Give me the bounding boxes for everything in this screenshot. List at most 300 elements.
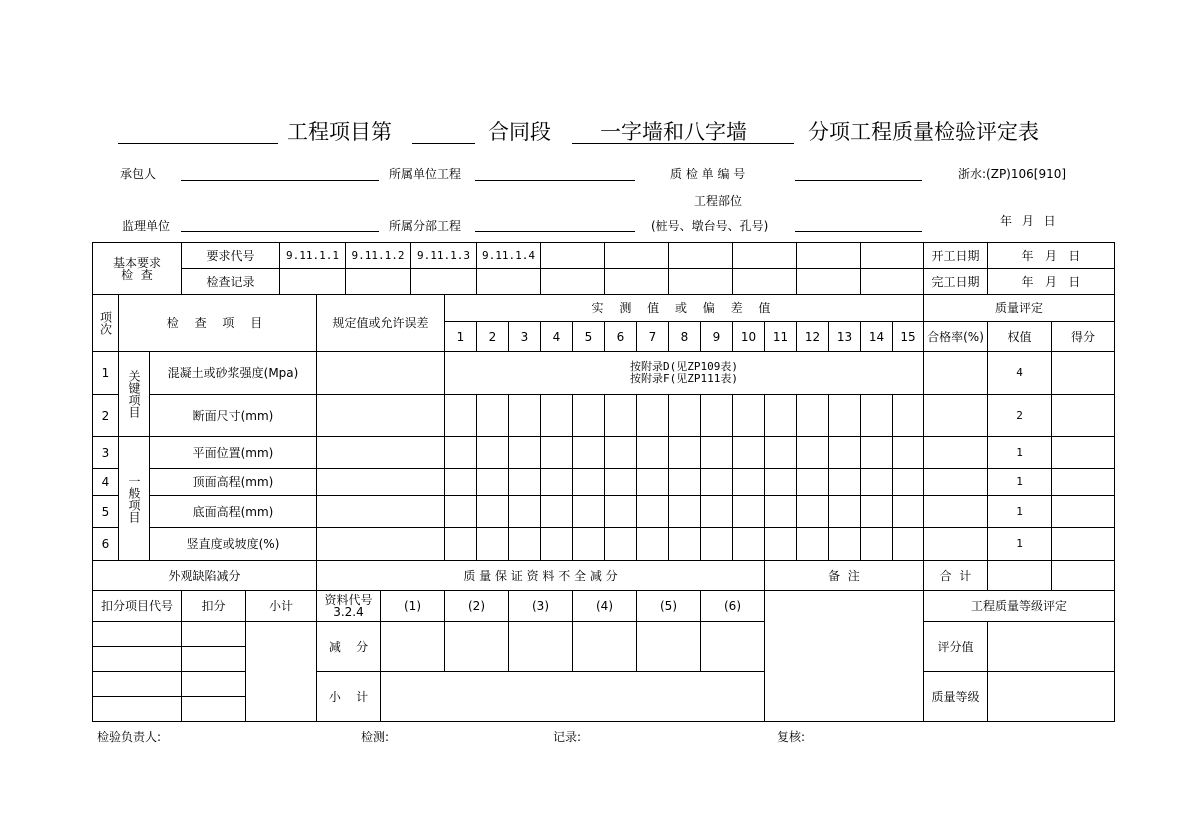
measure-column-number-text: 11 bbox=[772, 329, 789, 344]
measure-cell[interactable] bbox=[668, 436, 701, 469]
total-cell[interactable] bbox=[1051, 560, 1115, 591]
material-header-text: (6) bbox=[724, 599, 741, 613]
measure-column-number-text: 3 bbox=[520, 329, 529, 344]
spec-value-field[interactable] bbox=[316, 351, 445, 395]
row-item bbox=[149, 351, 317, 395]
measure-column-number bbox=[828, 321, 861, 352]
measure-column-number-text: 10 bbox=[740, 329, 757, 344]
row-number bbox=[92, 468, 119, 496]
material-deduct-cell[interactable] bbox=[700, 621, 765, 672]
weight-cell bbox=[987, 436, 1052, 469]
weight-cell-text: 4 bbox=[1016, 366, 1023, 379]
start-date-label-text: 开工日期 bbox=[931, 248, 980, 263]
weight-cell-text: 1 bbox=[1016, 445, 1023, 459]
measure-cell[interactable] bbox=[796, 468, 829, 496]
measure-cell[interactable] bbox=[860, 394, 893, 437]
material-header bbox=[572, 590, 637, 622]
measure-column-number bbox=[700, 321, 733, 352]
record-label: 记录: bbox=[553, 730, 582, 744]
requirement-code-cell[interactable] bbox=[604, 242, 669, 269]
measure-cell[interactable] bbox=[444, 527, 477, 561]
measure-column-number-text: 15 bbox=[900, 329, 916, 344]
spec-value-field[interactable] bbox=[316, 495, 445, 528]
measure-cell[interactable] bbox=[668, 394, 701, 437]
spec-value-field[interactable] bbox=[316, 468, 445, 496]
measure-column-number bbox=[796, 321, 829, 352]
measure-cell[interactable] bbox=[508, 527, 541, 561]
measure-cell[interactable] bbox=[828, 436, 861, 469]
total-label bbox=[923, 560, 988, 591]
remarks-header bbox=[764, 560, 924, 591]
inspection-record-cell[interactable] bbox=[540, 268, 605, 295]
spec-value-field[interactable] bbox=[316, 436, 445, 469]
subtotal-header bbox=[245, 590, 317, 622]
row-number-text: 2 bbox=[101, 408, 110, 423]
deduct-cell[interactable] bbox=[181, 646, 246, 672]
deduct-cell[interactable] bbox=[181, 621, 246, 647]
inspection-record-cell[interactable] bbox=[345, 268, 411, 295]
row-number-text: 3 bbox=[101, 445, 110, 460]
weight-cell bbox=[987, 527, 1052, 561]
start-date-field-text: 年 月 日 bbox=[1021, 248, 1081, 263]
deduct-cell[interactable] bbox=[181, 671, 246, 697]
measure-cell[interactable] bbox=[732, 394, 765, 437]
score-cell[interactable] bbox=[1051, 351, 1115, 395]
inspection-record-cell[interactable] bbox=[476, 268, 541, 295]
contractor-label: 承包人 bbox=[120, 167, 157, 181]
contractor-field[interactable] bbox=[181, 180, 379, 181]
contract-no-blank[interactable] bbox=[412, 143, 475, 144]
inspection-record-cell[interactable] bbox=[732, 268, 797, 295]
inspection-no-field[interactable] bbox=[795, 180, 922, 181]
inspection-record-cell[interactable] bbox=[796, 268, 861, 295]
measure-cell[interactable] bbox=[508, 468, 541, 496]
row-number-text: 5 bbox=[101, 504, 110, 519]
material-header bbox=[700, 590, 765, 622]
row-item-text: 竖直度或坡度(%) bbox=[186, 537, 280, 551]
measure-cell[interactable] bbox=[892, 436, 924, 469]
deduct-cell[interactable] bbox=[181, 696, 246, 722]
deduct-code-header-text: 扣分项目代号 bbox=[100, 599, 173, 613]
appendix-note-text: 按附录D(见ZP109表) 按附录F(见ZP111表) bbox=[630, 360, 738, 385]
row-number bbox=[92, 394, 119, 437]
inspection-no-label: 质 检 单 编 号 bbox=[670, 167, 746, 181]
measure-cell[interactable] bbox=[700, 436, 733, 469]
deduct-code-cell[interactable] bbox=[92, 696, 182, 722]
measure-cell[interactable] bbox=[636, 527, 669, 561]
measure-cell[interactable] bbox=[764, 468, 797, 496]
score-value-field[interactable] bbox=[987, 621, 1115, 672]
weight-cell-text: 1 bbox=[1016, 537, 1023, 550]
row-item bbox=[149, 468, 317, 496]
measure-cell[interactable] bbox=[476, 468, 509, 496]
material-header bbox=[380, 590, 445, 622]
deduct-code-cell[interactable] bbox=[92, 621, 182, 647]
material-header bbox=[636, 590, 701, 622]
measure-column-number bbox=[444, 321, 477, 352]
requirement-code-cell bbox=[279, 242, 346, 269]
measure-column-number-text: 12 bbox=[804, 329, 821, 344]
measure-column-number bbox=[892, 321, 924, 352]
location-detail-label: (桩号、墩台号、孔号) bbox=[651, 219, 769, 233]
score-cell[interactable] bbox=[1051, 436, 1115, 469]
supervisor-label: 监理单位 bbox=[122, 219, 171, 233]
material-header-text: (5) bbox=[660, 599, 677, 613]
measure-cell[interactable] bbox=[668, 468, 701, 496]
measure-cell[interactable] bbox=[476, 436, 509, 469]
assurance-deduction-header-text: 质 量 保 证 资 料 不 全 减 分 bbox=[463, 568, 618, 583]
measure-cell[interactable] bbox=[476, 495, 509, 528]
title-part1: 工程项目第 bbox=[287, 120, 392, 144]
measure-cell[interactable] bbox=[828, 468, 861, 496]
material-deduct-cell[interactable] bbox=[636, 621, 701, 672]
title-wall: 一字墙和八字墙 bbox=[600, 120, 747, 144]
score-header bbox=[1051, 321, 1115, 352]
start-date-label bbox=[923, 242, 988, 269]
measure-cell[interactable] bbox=[572, 495, 605, 528]
spec-header bbox=[316, 294, 445, 352]
pass-rate-header-text: 合格率(%) bbox=[927, 329, 984, 344]
weight-cell-text: 1 bbox=[1016, 504, 1023, 518]
appendix-note bbox=[444, 351, 924, 395]
score-cell[interactable] bbox=[1051, 495, 1115, 528]
measure-cell[interactable] bbox=[572, 394, 605, 437]
assurance-subtotal-cell[interactable] bbox=[380, 671, 765, 722]
measure-column-number-text: 2 bbox=[488, 329, 497, 344]
assurance-subtotal-label-text: 小 计 bbox=[328, 689, 369, 704]
measure-cell[interactable] bbox=[860, 527, 893, 561]
measure-cell[interactable] bbox=[572, 436, 605, 469]
measure-column-number-text: 4 bbox=[552, 329, 561, 344]
reduce-label-text: 减 分 bbox=[328, 639, 369, 654]
inspection-record-label-text: 检查记录 bbox=[206, 274, 255, 289]
appearance-deduction-header bbox=[92, 560, 317, 591]
assurance-deduction-header bbox=[316, 560, 765, 591]
row-number-text: 6 bbox=[101, 537, 110, 551]
measure-cell[interactable] bbox=[508, 495, 541, 528]
group-key-items-text: 关键项目 bbox=[127, 370, 141, 418]
inspection-record-cell[interactable] bbox=[668, 268, 733, 295]
inspector-label: 检验负责人: bbox=[97, 730, 162, 744]
measure-cell[interactable] bbox=[732, 495, 765, 528]
material-deduct-cell[interactable] bbox=[508, 621, 573, 672]
test-label: 检测: bbox=[361, 730, 390, 744]
measure-cell[interactable] bbox=[604, 468, 637, 496]
row-item-text: 混凝土或砂浆强度(Mpa) bbox=[167, 366, 299, 380]
deduct-code-cell[interactable] bbox=[92, 671, 182, 697]
inspection-record-label bbox=[181, 268, 280, 295]
end-date-label-text: 完工日期 bbox=[931, 274, 980, 289]
row-number-text: 1 bbox=[101, 366, 110, 380]
material-header bbox=[444, 590, 509, 622]
measure-column-number bbox=[732, 321, 765, 352]
assurance-subtotal-label bbox=[316, 671, 381, 722]
material-deduct-cell[interactable] bbox=[444, 621, 509, 672]
index-header-text: 项次 bbox=[98, 311, 113, 335]
measure-cell[interactable] bbox=[540, 468, 573, 496]
row-item-text: 断面尺寸(mm) bbox=[192, 408, 274, 423]
measure-cell[interactable] bbox=[604, 527, 637, 561]
row-number bbox=[92, 436, 119, 469]
measure-cell[interactable] bbox=[508, 394, 541, 437]
measure-cell[interactable] bbox=[572, 468, 605, 496]
measure-cell[interactable] bbox=[892, 495, 924, 528]
weight-cell bbox=[987, 495, 1052, 528]
measure-cell[interactable] bbox=[444, 394, 477, 437]
measure-cell[interactable] bbox=[796, 436, 829, 469]
requirement-code-cell-text: 9.11.1.2 bbox=[351, 248, 405, 262]
inspection-record-cell[interactable] bbox=[604, 268, 669, 295]
quality-grade-field[interactable] bbox=[987, 671, 1115, 722]
weight-cell bbox=[987, 351, 1052, 395]
measure-cell[interactable] bbox=[636, 468, 669, 496]
score-value-label bbox=[923, 621, 988, 672]
measure-cell[interactable] bbox=[764, 495, 797, 528]
measure-cell[interactable] bbox=[860, 495, 893, 528]
row-item-text: 顶面高程(mm) bbox=[192, 475, 274, 489]
end-date-field-text: 年 月 日 bbox=[1021, 274, 1081, 289]
appearance-subtotal-cell[interactable] bbox=[245, 621, 317, 722]
measured-header-text: 实 测 值 或 偏 差 值 bbox=[591, 301, 777, 315]
end-date-field[interactable] bbox=[987, 268, 1115, 295]
division-project-label: 所属分部工程 bbox=[389, 219, 462, 233]
group-key-items bbox=[118, 351, 150, 437]
measure-cell[interactable] bbox=[636, 394, 669, 437]
item-header bbox=[118, 294, 317, 352]
measure-column-number bbox=[508, 321, 541, 352]
deduct-code-cell[interactable] bbox=[92, 646, 182, 672]
unit-project-field[interactable] bbox=[475, 180, 635, 181]
measure-cell[interactable] bbox=[508, 436, 541, 469]
measure-cell[interactable] bbox=[444, 436, 477, 469]
measure-cell[interactable] bbox=[732, 468, 765, 496]
quality-grade-label-text: 质量等级 bbox=[931, 689, 980, 704]
measure-cell[interactable] bbox=[828, 394, 861, 437]
start-date-field[interactable] bbox=[987, 242, 1115, 269]
index-header bbox=[92, 294, 119, 352]
grade-evaluation-header bbox=[923, 590, 1115, 622]
location-field[interactable] bbox=[795, 231, 922, 232]
item-header-text: 检 查 项 目 bbox=[166, 316, 269, 330]
pass-rate-header bbox=[923, 321, 988, 352]
quality-grade-label bbox=[923, 671, 988, 722]
measure-cell[interactable] bbox=[700, 394, 733, 437]
measure-column-number-text: 13 bbox=[836, 329, 853, 344]
measure-cell[interactable] bbox=[668, 495, 701, 528]
measure-cell[interactable] bbox=[700, 495, 733, 528]
measure-cell[interactable] bbox=[636, 495, 669, 528]
measure-column-number-text: 6 bbox=[616, 329, 625, 344]
measure-cell[interactable] bbox=[700, 527, 733, 561]
spec-value-field[interactable] bbox=[316, 527, 445, 561]
measure-cell[interactable] bbox=[860, 436, 893, 469]
row-number bbox=[92, 351, 119, 395]
pass-rate-cell[interactable] bbox=[923, 468, 988, 496]
quality-header-text: 质量评定 bbox=[994, 301, 1043, 315]
material-header-text: (1) bbox=[404, 599, 421, 613]
row-number-text: 4 bbox=[101, 475, 110, 489]
measure-cell[interactable] bbox=[476, 527, 509, 561]
material-deduct-cell[interactable] bbox=[572, 621, 637, 672]
group-general-items-text: 一般项目 bbox=[127, 474, 141, 523]
material-header bbox=[508, 590, 573, 622]
measure-cell[interactable] bbox=[732, 436, 765, 469]
requirement-code-cell bbox=[345, 242, 411, 269]
row-item-text: 平面位置(mm) bbox=[192, 445, 274, 460]
basic-requirements-label-text: 基本要求 检 查 bbox=[112, 255, 161, 282]
pass-rate-cell[interactable] bbox=[923, 394, 988, 437]
measure-cell[interactable] bbox=[860, 468, 893, 496]
measure-cell[interactable] bbox=[796, 527, 829, 561]
quality-header bbox=[923, 294, 1115, 322]
measure-cell[interactable] bbox=[540, 394, 573, 437]
measure-column-number-text: 9 bbox=[712, 329, 721, 344]
weight-cell bbox=[987, 394, 1052, 437]
deduct-header bbox=[181, 590, 246, 622]
total-cell[interactable] bbox=[987, 560, 1052, 591]
material-header-text: (4) bbox=[596, 599, 613, 613]
measure-column-number bbox=[540, 321, 573, 352]
pass-rate-cell[interactable] bbox=[923, 436, 988, 469]
measure-cell[interactable] bbox=[540, 495, 573, 528]
measure-cell[interactable] bbox=[796, 495, 829, 528]
remarks-field[interactable] bbox=[764, 590, 924, 722]
measure-column-number-text: 1 bbox=[456, 329, 465, 344]
requirement-code-cell-text: 9.11.1.4 bbox=[482, 248, 535, 262]
measure-cell[interactable] bbox=[604, 436, 637, 469]
weight-cell-text: 2 bbox=[1016, 408, 1023, 422]
measure-cell[interactable] bbox=[444, 495, 477, 528]
measure-cell[interactable] bbox=[604, 394, 637, 437]
measure-cell[interactable] bbox=[700, 468, 733, 496]
measure-cell[interactable] bbox=[444, 468, 477, 496]
inspection-record-cell[interactable] bbox=[860, 268, 924, 295]
measure-cell[interactable] bbox=[892, 468, 924, 496]
review-label: 复核: bbox=[777, 730, 806, 744]
measure-column-number-text: 5 bbox=[584, 329, 593, 344]
row-number bbox=[92, 527, 119, 561]
material-deduct-cell[interactable] bbox=[380, 621, 445, 672]
measure-cell[interactable] bbox=[828, 527, 861, 561]
requirement-code-cell[interactable] bbox=[860, 242, 924, 269]
material-header-text: (2) bbox=[468, 599, 485, 613]
division-project-field[interactable] bbox=[475, 231, 635, 232]
weight-header bbox=[987, 321, 1052, 352]
requirement-code-cell[interactable] bbox=[732, 242, 797, 269]
title-part3: 分项工程质量检验评定表 bbox=[808, 120, 1039, 144]
measure-column-number-text: 8 bbox=[680, 329, 689, 344]
measure-cell[interactable] bbox=[764, 527, 797, 561]
requirement-code-cell bbox=[410, 242, 477, 269]
subtotal-header-text: 小计 bbox=[268, 599, 293, 613]
weight-cell bbox=[987, 468, 1052, 496]
score-header-text: 得分 bbox=[1070, 329, 1095, 344]
measure-column-number bbox=[604, 321, 637, 352]
requirement-code-cell[interactable] bbox=[796, 242, 861, 269]
measure-column-number bbox=[668, 321, 701, 352]
material-header-text: (3) bbox=[532, 599, 549, 613]
header-date: 年 月 日 bbox=[1000, 214, 1056, 228]
pass-rate-cell[interactable] bbox=[923, 495, 988, 528]
title-part2: 合同段 bbox=[488, 120, 551, 144]
material-code-header bbox=[316, 590, 381, 622]
weight-header-text: 权值 bbox=[1007, 329, 1032, 344]
measure-column-number bbox=[476, 321, 509, 352]
project-name-blank[interactable] bbox=[118, 143, 278, 144]
row-item bbox=[149, 436, 317, 469]
measure-cell[interactable] bbox=[764, 394, 797, 437]
measure-cell[interactable] bbox=[636, 436, 669, 469]
measure-cell[interactable] bbox=[668, 527, 701, 561]
requirement-code-cell-text: 9.11.1.1 bbox=[286, 248, 339, 262]
requirement-code-cell[interactable] bbox=[668, 242, 733, 269]
project-location-label: 工程部位 bbox=[694, 194, 743, 208]
requirement-code-cell[interactable] bbox=[540, 242, 605, 269]
row-number bbox=[92, 495, 119, 528]
requirement-code-label bbox=[181, 242, 280, 269]
measure-cell[interactable] bbox=[604, 495, 637, 528]
measure-column-number-text: 7 bbox=[648, 329, 657, 344]
measure-cell[interactable] bbox=[892, 394, 924, 437]
deduct-code-header bbox=[92, 590, 182, 622]
row-item-text: 底面高程(mm) bbox=[192, 504, 274, 519]
end-date-label bbox=[923, 268, 988, 295]
measure-cell[interactable] bbox=[732, 527, 765, 561]
measure-column-number bbox=[860, 321, 893, 352]
row-item bbox=[149, 495, 317, 528]
weight-cell-text: 1 bbox=[1016, 475, 1023, 488]
inspection-record-cell[interactable] bbox=[279, 268, 346, 295]
remarks-header-text: 备 注 bbox=[828, 568, 860, 583]
measure-column-number bbox=[636, 321, 669, 352]
score-cell[interactable] bbox=[1051, 468, 1115, 496]
material-code-header-text: 资料代号 3.2.4 bbox=[324, 593, 373, 619]
form-code: 浙水:(ZP)106[910] bbox=[958, 167, 1067, 181]
measure-cell[interactable] bbox=[796, 394, 829, 437]
measure-cell[interactable] bbox=[828, 495, 861, 528]
requirement-code-label-text: 要求代号 bbox=[206, 248, 255, 263]
deduct-header-text: 扣分 bbox=[201, 599, 226, 613]
row-item bbox=[149, 394, 317, 437]
measure-cell[interactable] bbox=[540, 436, 573, 469]
measure-column-number-text: 14 bbox=[868, 329, 885, 344]
inspection-record-cell[interactable] bbox=[410, 268, 477, 295]
row-item bbox=[149, 527, 317, 561]
pass-rate-cell[interactable] bbox=[923, 351, 988, 395]
measure-cell[interactable] bbox=[476, 394, 509, 437]
measure-cell[interactable] bbox=[540, 527, 573, 561]
spec-header-text: 规定值或允许误差 bbox=[332, 316, 429, 330]
measure-cell[interactable] bbox=[572, 527, 605, 561]
unit-project-label: 所属单位工程 bbox=[389, 167, 462, 181]
score-value-label-text: 评分值 bbox=[937, 639, 974, 654]
supervisor-field[interactable] bbox=[181, 231, 379, 232]
total-label-text: 合 计 bbox=[939, 568, 972, 583]
score-cell[interactable] bbox=[1051, 527, 1115, 561]
reduce-label bbox=[316, 621, 381, 672]
score-cell[interactable] bbox=[1051, 394, 1115, 437]
measure-cell[interactable] bbox=[892, 527, 924, 561]
measure-cell[interactable] bbox=[764, 436, 797, 469]
requirement-code-cell-text: 9.11.1.3 bbox=[417, 248, 470, 262]
pass-rate-cell[interactable] bbox=[923, 527, 988, 561]
grade-evaluation-header-text: 工程质量等级评定 bbox=[970, 599, 1067, 613]
requirement-code-cell bbox=[476, 242, 541, 269]
measured-header bbox=[444, 294, 924, 322]
group-general-items bbox=[118, 436, 150, 561]
spec-value-field[interactable] bbox=[316, 394, 445, 437]
appearance-deduction-header-text: 外观缺陷减分 bbox=[168, 568, 241, 583]
